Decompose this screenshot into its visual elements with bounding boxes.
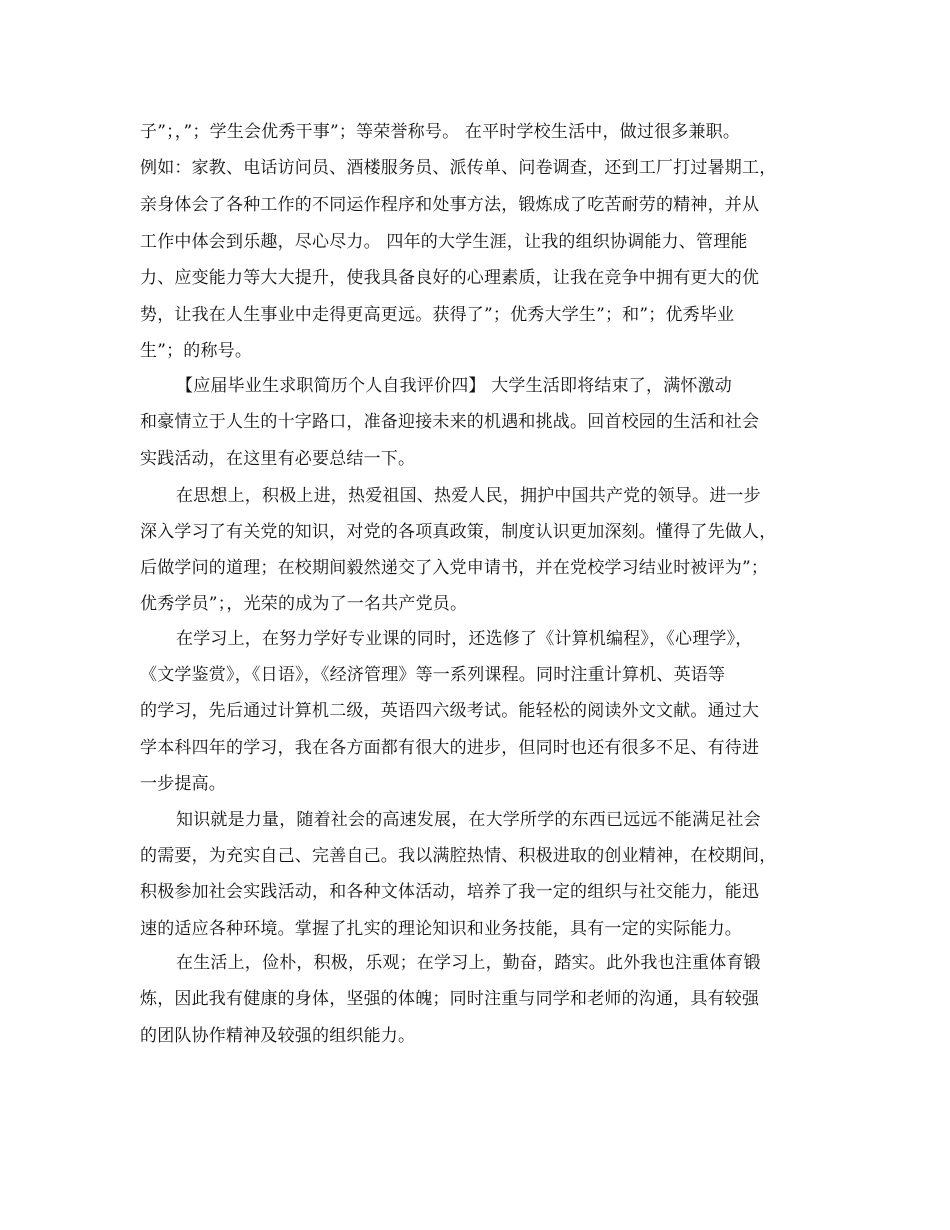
text-line: 速的适应各种环境。掌握了扎实的理论知识和业务技能，具有一定的实际能力。: [140, 919, 742, 939]
text-line: 势，让我在人生事业中走得更高更远。获得了”；优秀大学生”；和”；优秀毕业: [140, 305, 735, 325]
text-line: 学本科四年的学习，我在各方面都有很大的进步，但同时也还有很多不足、有待进: [140, 738, 760, 758]
text-line: 生”；的称号。: [140, 341, 253, 361]
text-line: 的团队协作精神及较强的组织能力。: [140, 1026, 416, 1046]
text-line: 的学习，先后通过计算机二级，英语四六级考试。能轻松的阅读外文文献。通过大: [140, 701, 760, 721]
text-line: 一步提高。: [140, 774, 226, 794]
text-line: 积极参加社会实践活动，和各种文体活动，培养了我一定的组织与社交能力，能迅: [140, 882, 760, 902]
text-line: 力、应变能力等大大提升，使我具备良好的心理素质，让我在竞争中拥有更大的优: [140, 268, 760, 288]
text-line: 实践活动，在这里有必要总结一下。: [140, 449, 416, 469]
text-line: 深入学习了有关党的知识，对党的各项真政策，制度认识更加深刻。懂得了先做人，: [140, 522, 777, 542]
section-heading: 【应届毕业生求职简历个人自我评价四】 大学生活即将结束了，满怀激动: [176, 376, 733, 396]
text-line: 炼，因此我有健康的身体，坚强的体魄；同时注重与同学和老师的沟通，具有较强: [140, 989, 760, 1009]
paragraph-start: 在思想上，积极上进，热爱祖国、热爱人民，拥护中国共产党的领导。进一步: [176, 486, 761, 506]
text-line: 工作中体会到乐趣，尽心尽力。 四年的大学生涯，让我的组织协调能力、管理能: [140, 232, 748, 252]
text-line: 例如：家教、电话访问员、酒楼服务员、派传单、问卷调查，还到工厂打过暑期工，: [140, 158, 777, 178]
text-line: 的需要，为充实自己、完善自己。我以满腔热情、积极进取的创业精神，在校期间，: [140, 846, 777, 866]
text-line: 和豪情立于人生的十字路口，准备迎接未来的机遇和挑战。回首校园的生活和社会: [140, 412, 760, 432]
paragraph-start: 在生活上，俭朴，积极，乐观；在学习上，勤奋，踏实。此外我也注重体育锻: [176, 953, 761, 973]
text-line: 《文学鉴赏》，《日语》，《经济管理》等一系列课程。同时注重计算机、英语等: [140, 665, 726, 685]
text-line: 后做学问的道理；在校期间毅然递交了入党申请书，并在党校学习结业时被评为”；: [140, 558, 769, 578]
text-line: 优秀学员”；，光荣的成为了一名共产党员。: [140, 594, 468, 614]
text-line: 亲身体会了各种工作的不同运作程序和处事方法，锻炼成了吃苦耐劳的精神，并从: [140, 195, 760, 215]
text-line: 子”；，”；学生会优秀干事”；等荣誉称号。 在平时学校生活中，做过很多兼职。: [140, 122, 741, 142]
paragraph-start: 知识就是力量，随着社会的高速发展，在大学所学的东西已远远不能满足社会: [176, 810, 761, 830]
paragraph-start: 在学习上，在努力学好专业课的同时，还选修了《计算机编程》，《心理学》，: [176, 629, 753, 649]
